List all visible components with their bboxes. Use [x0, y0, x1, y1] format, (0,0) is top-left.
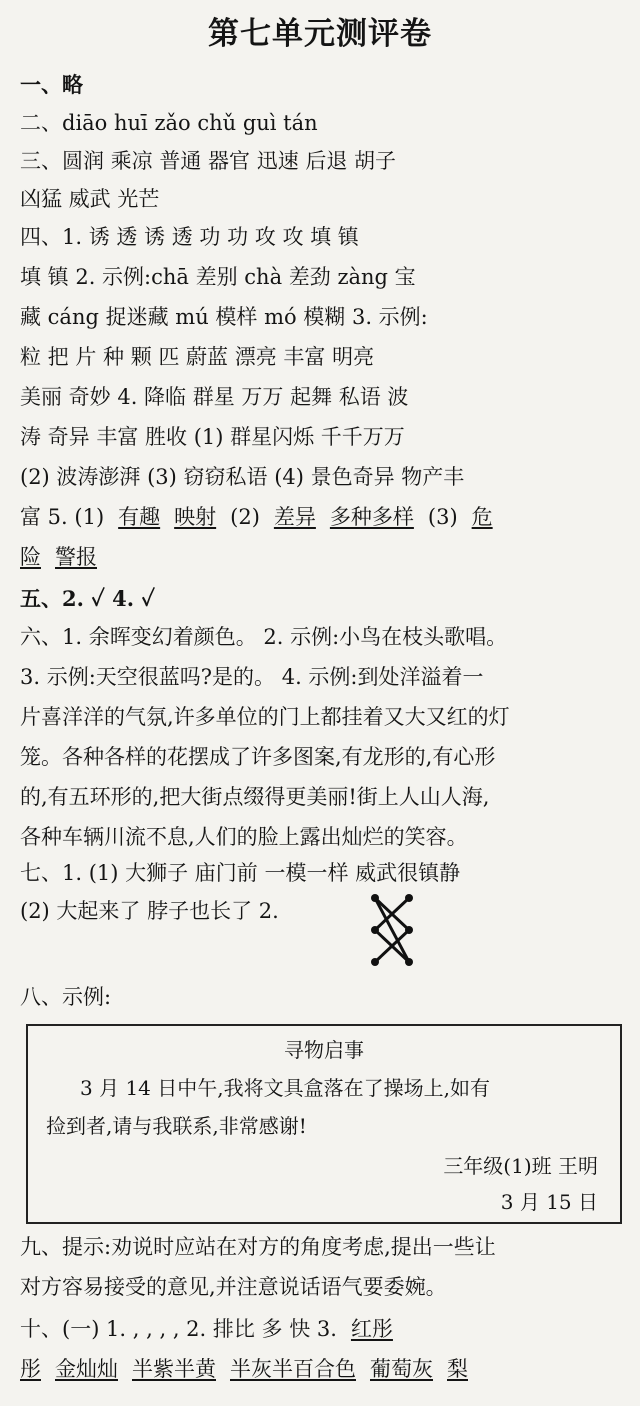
text-fragment: 富 5. (1): [20, 505, 105, 529]
section-6-line-4: 笼。各种各样的花摆成了许多图案,有龙形的,有心形: [20, 745, 496, 769]
section-5: 五、2. ✓ 4. ✓: [20, 586, 155, 611]
notice-title: 寻物启事: [284, 1038, 364, 1062]
section-4-line-9: [20, 542, 624, 572]
underlined-answer: 危: [471, 505, 493, 529]
section-3-line-2: 凶猛 威武 光芒: [20, 187, 160, 211]
lost-item-notice: [26, 1024, 622, 1224]
section-4-line-3: 藏 cáng 捉迷藏 mú 模样 mó 模糊 3. 示例:: [20, 305, 428, 329]
section-4-line-4: 粒 把 片 种 颗 匹 蔚蓝 漂亮 丰富 明亮: [20, 345, 375, 369]
text-fragment: 十、(一) 1. , , , , 2. 排比 多 快 3.: [20, 1317, 337, 1341]
text-fragment: (2): [230, 505, 260, 529]
section-8: 八、示例:: [20, 985, 112, 1009]
section-4-line-7: (2) 波涛澎湃 (3) 窃窃私语 (4) 景色奇异 物产丰: [20, 465, 465, 489]
matching-lines-diagram: [365, 890, 419, 970]
underlined-answer: 有趣: [118, 505, 161, 529]
section-4-line-8: [20, 502, 624, 532]
underlined-answer: 多种多样: [329, 505, 414, 529]
section-6-line-6: 各种车辆川流不息,人们的脸上露出灿烂的笑容。: [20, 825, 468, 849]
underlined-answer: 差异: [273, 505, 316, 529]
section-4-line-6: 涛 奇异 丰富 胜收 (1) 群星闪烁 千千万万: [20, 425, 405, 449]
notice-body-line-2: 捡到者,请与我联系,非常感谢!: [46, 1114, 307, 1138]
section-6-line-3: 片喜洋洋的气氛,许多单位的门上都挂着又大又红的灯: [20, 705, 510, 729]
underlined-answer: 险: [20, 545, 41, 569]
section-7-line-1: 七、1. (1) 大狮子 庙门前 一模一样 威武很镇静: [20, 861, 461, 885]
section-4-line-5: 美丽 奇妙 4. 降临 群星 万万 起舞 私语 波: [20, 385, 409, 409]
section-10-line-1: [20, 1314, 624, 1344]
text-fragment: (3): [427, 505, 458, 529]
notice-date: 3 月 15 日: [500, 1190, 598, 1214]
section-4-line-1: 四、1. 诱 透 诱 透 功 功 攻 攻 填 镇: [20, 225, 359, 249]
underlined-answer: 半紫半黄: [132, 1357, 216, 1381]
section-6-line-5: 的,有五环形的,把大街点缀得更美丽!街上人山人海,: [20, 785, 490, 809]
section-7-line-2: (2) 大起来了 脖子也长了 2.: [20, 899, 279, 923]
section-1: 一、略: [20, 72, 83, 97]
section-2: 二、diāo huī zǎo chǔ guì tán: [20, 111, 318, 135]
underlined-answer: 映射: [174, 505, 217, 529]
notice-body-line-1: 3 月 14 日中午,我将文具盒落在了操场上,如有: [80, 1076, 490, 1100]
section-3-line-1: 三、圆润 乘凉 普通 器官 迅速 后退 胡子: [20, 149, 397, 173]
underlined-answer: 半灰半百合色: [230, 1357, 356, 1381]
underlined-answer: 梨: [447, 1357, 468, 1381]
section-4-line-2: 填 镇 2. 示例:chā 差别 chà 差劲 zàng 宝: [20, 265, 416, 289]
notice-signature: 三年级(1)班 王明: [443, 1154, 598, 1178]
section-10-line-2: [20, 1354, 624, 1384]
underlined-answer: 警报: [55, 545, 97, 569]
section-6-line-1: 六、1. 余晖变幻着颜色。 2. 示例:小鸟在枝头歌唱。: [20, 625, 508, 649]
underlined-answer: 红彤: [350, 1317, 393, 1341]
page-title: 第七单元测评卷: [208, 16, 432, 52]
underlined-answer: 金灿灿: [55, 1357, 118, 1381]
section-9-line-2: 对方容易接受的意见,并注意说话语气要委婉。: [20, 1275, 447, 1299]
underlined-answer: 葡萄灰: [370, 1357, 433, 1381]
section-6-line-2: 3. 示例:天空很蓝吗?是的。 4. 示例:到处洋溢着一: [20, 665, 484, 689]
section-9-line-1: 九、提示:劝说时应站在对方的角度考虑,提出一些让: [20, 1235, 496, 1259]
underlined-answer: 彤: [20, 1357, 41, 1381]
